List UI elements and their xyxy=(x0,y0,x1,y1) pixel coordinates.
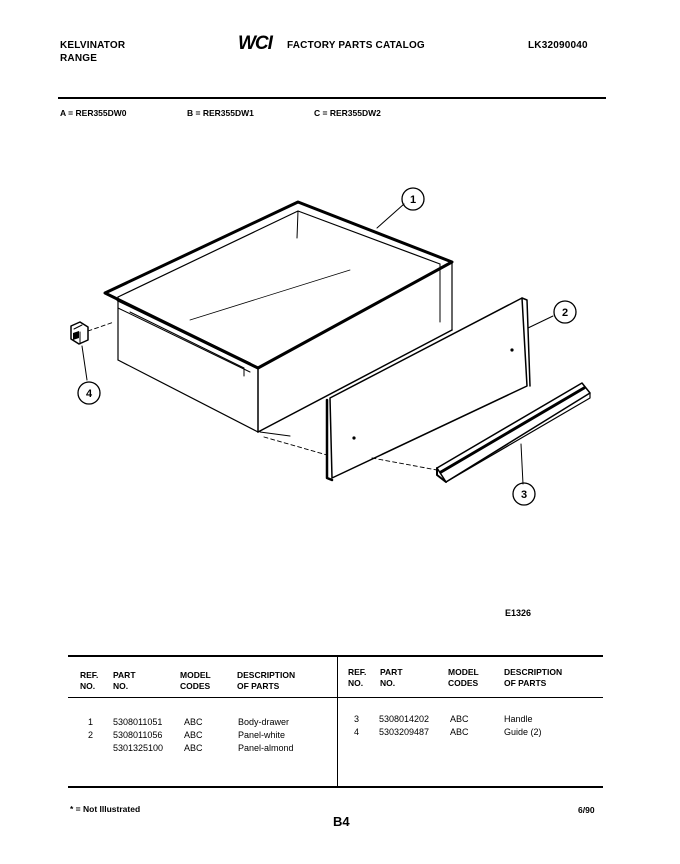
wci-logo: WCI xyxy=(238,33,272,54)
catalog-title: FACTORY PARTS CATALOG xyxy=(287,40,425,51)
desc-cell: Panel-almond xyxy=(238,743,294,753)
figure-id: E1326 xyxy=(505,608,532,618)
left-rows xyxy=(88,716,328,755)
table-header-rule xyxy=(68,697,603,698)
callout-4: 4 xyxy=(85,388,93,400)
ref-cell: 1 xyxy=(88,717,94,727)
callout-1: 1 xyxy=(409,194,417,206)
model-a: A = RER355DW0 xyxy=(60,108,127,118)
table-top-rule xyxy=(68,655,603,657)
header-ref-left: REF. NO. xyxy=(80,670,99,691)
part-cell: 5301325100 xyxy=(113,743,164,753)
table-row xyxy=(354,713,594,726)
model-b: B = RER355DW1 xyxy=(187,108,254,118)
catalog-number: LK32090040 xyxy=(528,40,588,51)
callout-3: 3 xyxy=(520,489,528,501)
header-part-left: PART NO. xyxy=(113,670,136,691)
table-bottom-rule xyxy=(68,786,603,788)
desc-cell: Panel-white xyxy=(238,730,286,740)
header-ref-right: REF. NO. xyxy=(348,667,367,688)
table-center-divider xyxy=(337,655,338,787)
codes-cell: ABC xyxy=(184,743,203,753)
table-row xyxy=(88,716,328,729)
page-number: B4 xyxy=(333,814,350,829)
header-model-left: MODEL CODES xyxy=(180,670,211,691)
table-row xyxy=(88,729,328,742)
not-illustrated-note: * = Not Illustrated xyxy=(70,804,141,814)
desc-cell: Body-drawer xyxy=(238,717,290,727)
callout-2: 2 xyxy=(561,307,569,319)
codes-cell: ABC xyxy=(184,717,203,727)
brand-name: KELVINATOR xyxy=(60,40,126,51)
revision-date: 6/90 xyxy=(578,805,595,815)
header-part-right: PART NO. xyxy=(380,667,403,688)
part-cell: 5308014202 xyxy=(379,714,430,724)
desc-cell: Guide (2) xyxy=(504,727,542,737)
ref-cell: 4 xyxy=(354,727,360,737)
front-panel-part xyxy=(327,298,530,480)
header-model-right: MODEL CODES xyxy=(448,667,479,688)
ref-cell: 3 xyxy=(354,714,360,724)
product-type: RANGE xyxy=(60,53,98,64)
codes-cell: ABC xyxy=(184,730,203,740)
model-c: C = RER355DW2 xyxy=(314,108,381,118)
desc-cell: Handle xyxy=(504,714,533,724)
codes-cell: ABC xyxy=(450,714,469,724)
part-cell: 5303209487 xyxy=(379,727,430,737)
table-row xyxy=(354,726,594,739)
part-cell: 5308011056 xyxy=(113,730,163,740)
header-desc-right: DESCRIPTION OF PARTS xyxy=(504,667,563,688)
part-cell: 5308011051 xyxy=(113,717,163,727)
table-row xyxy=(88,742,328,755)
header-desc-left: DESCRIPTION OF PARTS xyxy=(237,670,296,691)
guide-part xyxy=(71,322,88,344)
codes-cell: ABC xyxy=(450,727,469,737)
right-rows xyxy=(354,713,594,739)
ref-cell: 2 xyxy=(88,730,94,740)
